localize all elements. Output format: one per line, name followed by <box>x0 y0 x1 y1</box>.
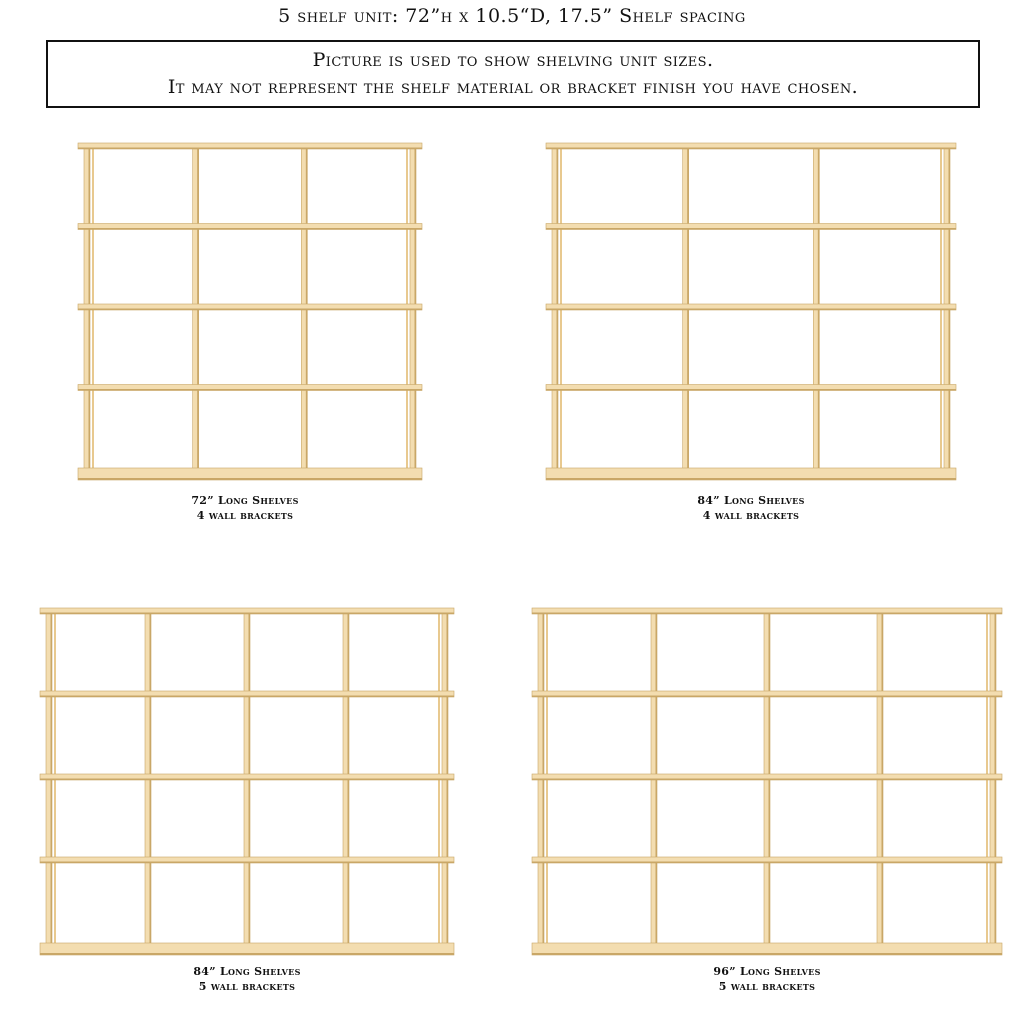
shelf-board-edge <box>532 613 1002 615</box>
shelf-unit-drawing <box>40 605 454 955</box>
shelf-board-edge <box>532 696 1002 698</box>
unit-caption-84-5 <box>40 964 454 994</box>
shelf-board-edge <box>546 148 956 150</box>
unit-caption-96-5 <box>532 964 1002 994</box>
shelf-board-edge <box>546 309 956 311</box>
bottom-shelf-edge <box>78 478 422 480</box>
page-title: 5 shelf unit: 72”h x 10.5“D, 17.5” Shelf spacing <box>278 5 746 27</box>
unit-caption-72-4 <box>78 493 412 523</box>
shelf-unit-drawing <box>532 605 1002 955</box>
unit-caption-84-4 <box>546 493 956 523</box>
unit-length-label: 84” Long Shelves <box>697 494 805 507</box>
disclaimer-line-2: It may not represent the shelf material or bracket finish you have chosen. <box>167 76 859 98</box>
shelf-unit-72-4-brackets <box>78 140 422 480</box>
shelf-unit-drawing <box>546 140 956 480</box>
unit-length-label: 96” Long Shelves <box>713 965 821 978</box>
shelf-board-edge <box>546 389 956 391</box>
shelf-board-edge <box>40 613 454 615</box>
disclaimer-box <box>46 40 980 108</box>
unit-brackets-label: 5 wall brackets <box>718 980 816 993</box>
shelf-unit-84-5-brackets <box>40 605 454 955</box>
bottom-shelf-edge <box>532 953 1002 955</box>
shelf-board-edge <box>78 309 422 311</box>
shelf-board-edge <box>78 228 422 230</box>
shelf-unit-96-5-brackets <box>532 605 1002 955</box>
unit-brackets-label: 4 wall brackets <box>702 509 800 522</box>
shelf-board-edge <box>78 148 422 150</box>
unit-length-label: 72” Long Shelves <box>191 494 299 507</box>
shelf-board-edge <box>546 228 956 230</box>
bottom-shelf-edge <box>546 478 956 480</box>
shelf-board-edge <box>532 779 1002 781</box>
shelf-board-edge <box>532 862 1002 864</box>
bottom-shelf-edge <box>40 953 454 955</box>
unit-brackets-label: 4 wall brackets <box>196 509 294 522</box>
shelf-board-edge <box>40 862 454 864</box>
unit-length-label: 84” Long Shelves <box>193 965 301 978</box>
shelf-unit-84-4-brackets <box>546 140 956 480</box>
disclaimer-line-1: Picture is used to show shelving unit sizes. <box>312 49 714 71</box>
unit-brackets-label: 5 wall brackets <box>198 980 296 993</box>
shelf-board-edge <box>78 389 422 391</box>
shelf-unit-drawing <box>78 140 422 480</box>
shelf-board-edge <box>40 696 454 698</box>
shelf-board-edge <box>40 779 454 781</box>
